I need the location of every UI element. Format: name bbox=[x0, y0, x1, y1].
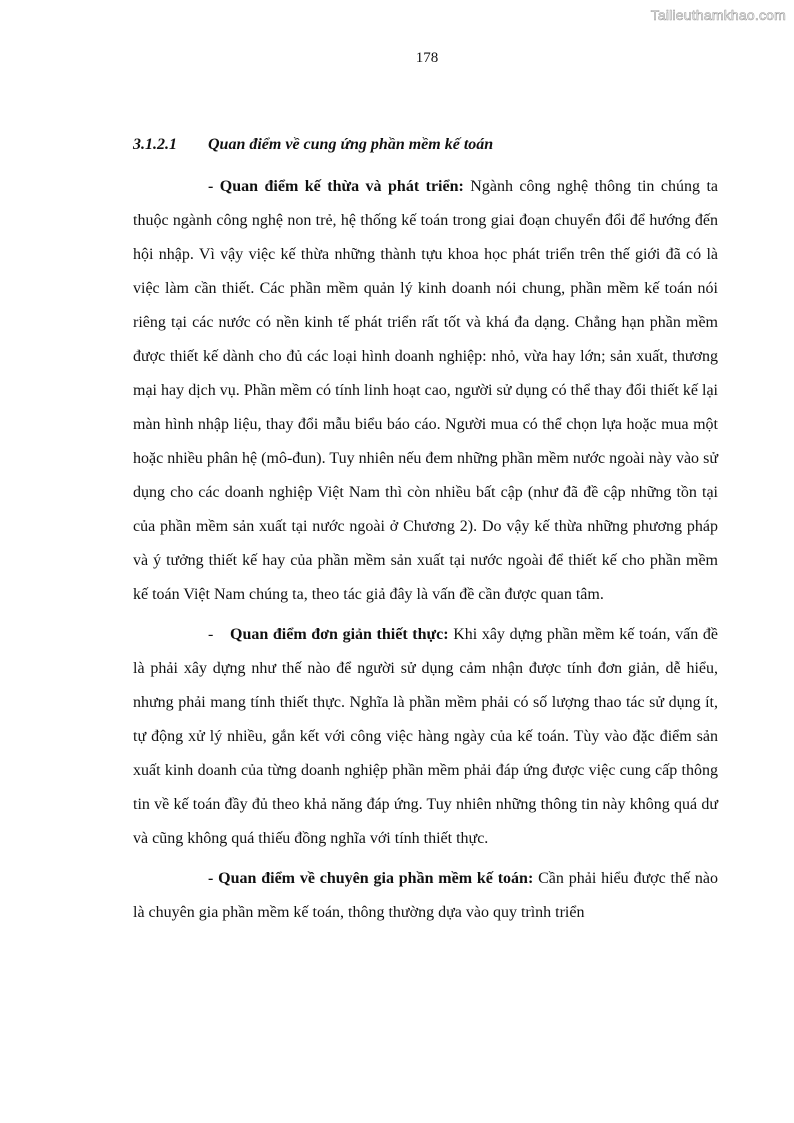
paragraph-text: Cần phải hiểu được thế nào là chuyên gia phần mềm kế toán, thông thường dựa vào quy trình triển bbox=[133, 870, 719, 921]
section-number: 3.1.2.1 bbox=[133, 136, 177, 153]
paragraph-text: Ngành công nghệ thông tin chúng ta thuộc ngành công nghệ non trẻ, hệ thống kế toán trong giai đoạn chuyển đổi để hướng đến hội nhập. Vì vậy việc kế thừa những thành tựu khoa học phát triển trên thế giới đã có là việc làm cần thiết. Các phần mềm quản lý kinh doanh nói chung, phần mềm kế toán nói riêng tại các nước có nền kinh tế phát triển rất tốt và khá đa dạng. Chẳng hạn phần mềm được thiết kế dành cho đủ các loại hình doanh nghiệp: nhỏ, vừa hay lớn; sản xuất, thương mại hay dịch vụ. Phần mềm có tính linh hoạt cao, người sử dụng có thể thay đổi thiết kế lại màn hình nhập liệu, thay đổi mẫu biểu báo cáo. Người mua có thể chọn lựa hoặc mua một hoặc nhiều phân hệ (mô-đun). Tuy nhiên nếu đem những phần mềm nước ngoài này vào sử dụng cho các doanh nghiệp Việt Nam thì còn nhiều bất cập (như đã đề cập những tồn tại của phần mềm sản xuất tại nước ngoài ở Chương 2). Do vậy kế thừa những phương pháp và ý tưởng thiết kế hay của phần mềm sản xuất tại nước ngoài để thiết kế cho phần mềm kế toán Việt Nam chúng ta, theo tác giả đây là vấn đề cần được quan tâm. bbox=[133, 178, 719, 603]
bullet-dash: - bbox=[208, 626, 214, 643]
paragraph-inheritance bbox=[133, 170, 718, 612]
section-title: Quan điểm về cung ứng phần mềm kế toán bbox=[208, 136, 494, 153]
paragraph-lead: Quan điểm đơn giản thiết thực: bbox=[230, 626, 449, 643]
paragraph-lead: - Quan điểm về chuyên gia phần mềm kế toán: bbox=[208, 870, 534, 887]
paragraph-lead: - Quan điểm kế thừa và phát triển: bbox=[208, 178, 464, 195]
page-number: 178 bbox=[415, 50, 439, 66]
section-heading bbox=[133, 128, 718, 162]
paragraph-simplicity bbox=[133, 618, 718, 856]
watermark: Tailieuthamkhao.com bbox=[650, 7, 786, 23]
paragraph-text: Khi xây dựng phần mềm kế toán, vấn đề là phải xây dựng như thế nào để người sử dụng cảm nhận được tính đơn giản, dễ hiểu, nhưng phải mang tính thiết thực. Nghĩa là phần mềm phải có số lượng thao tác sử dụng ít, tự động xử lý nhiều, gắn kết với công việc hàng ngày của kế toán. Tùy vào đặc điểm sản xuất kinh doanh của từng doanh nghiệp phần mềm phải đáp ứng được việc cung cấp thông tin về kế toán đầy đủ theo khả năng đáp ứng. Tuy nhiên những thông tin này không quá dư và cũng không quá thiếu đồng nghĩa với tính thiết thực. bbox=[133, 626, 719, 847]
document-body bbox=[133, 128, 718, 930]
paragraph-expert bbox=[133, 862, 718, 930]
